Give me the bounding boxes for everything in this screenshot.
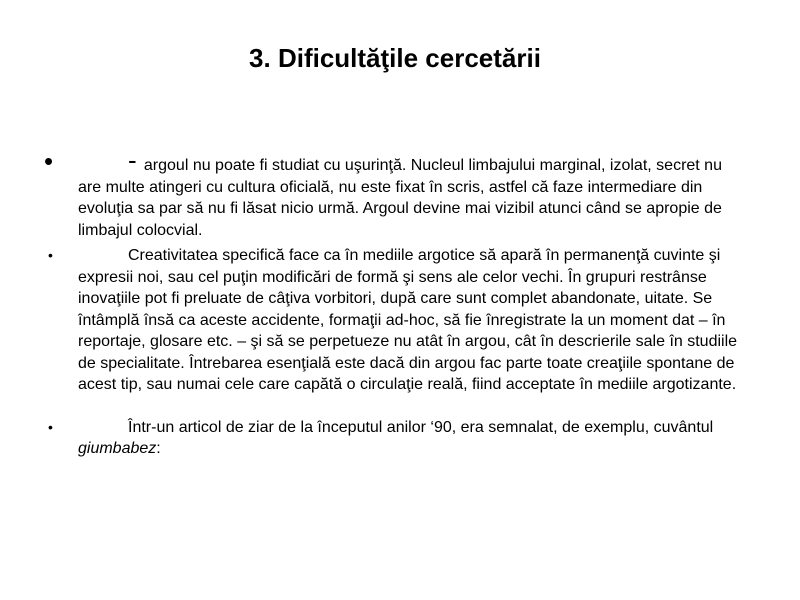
bullet-item-3 xyxy=(0,417,800,460)
bullet-list xyxy=(0,145,800,460)
bullet-dot-icon: • xyxy=(48,418,53,435)
bullet-text-3: Într-un articol de ziar de la începutul anilor ‘90, era semnalat, de exemplu, cuvântul xyxy=(128,418,714,436)
bullet-dot-icon: • xyxy=(48,247,53,263)
bullet-tail: : xyxy=(156,440,161,457)
bullet-text-1: argoul nu poate fi studiat cu uşurinţă. Nucleul limbajului marginal, izolat, secret nu are multe atingeri cu cultura oficială, nu este fixat în scris, astfel că faze intermediare din evoluţia sa par să nu fi lăsat nicio urmă. Argoul devine mai vizibil atunci când se apropie de limbajul colocvial. xyxy=(78,157,722,239)
bullet-item-1 xyxy=(0,145,800,241)
bullet-dot-icon: • xyxy=(44,146,54,176)
bullet-item-2 xyxy=(0,245,800,396)
bullet-emphasis-word: giumbabez xyxy=(78,440,157,457)
bullet-text-2: Creativitatea specifică face ca în mediile argotice să apară în permanenţă cuvinte şi expresii noi, sau cel puţin modificări de formă şi sens ale celor vechi. În grupuri restrânse inovaţiile pot fi preluate de câţiva vorbitori, după care sunt complet abandonate, uitate. Se întâmplă însă ca aceste accidente, formaţii ad-hoc, să fie înregistrate la un moment dat – în reportaje, glosare etc. – şi să se perpetueze nu atât în argou, cât în descrierile sale în studiile de specialitate. Întrebarea esenţială este dacă din argou fac parte toate creaţiile spontane de acest tip, sau numai cele care capătă o circulaţie reală, fiind acceptate în mediile argotizante. xyxy=(78,247,738,393)
bullet-lead-dash: - xyxy=(128,145,144,175)
slide-title: 3. Dificultăţile cercetării xyxy=(249,43,541,73)
